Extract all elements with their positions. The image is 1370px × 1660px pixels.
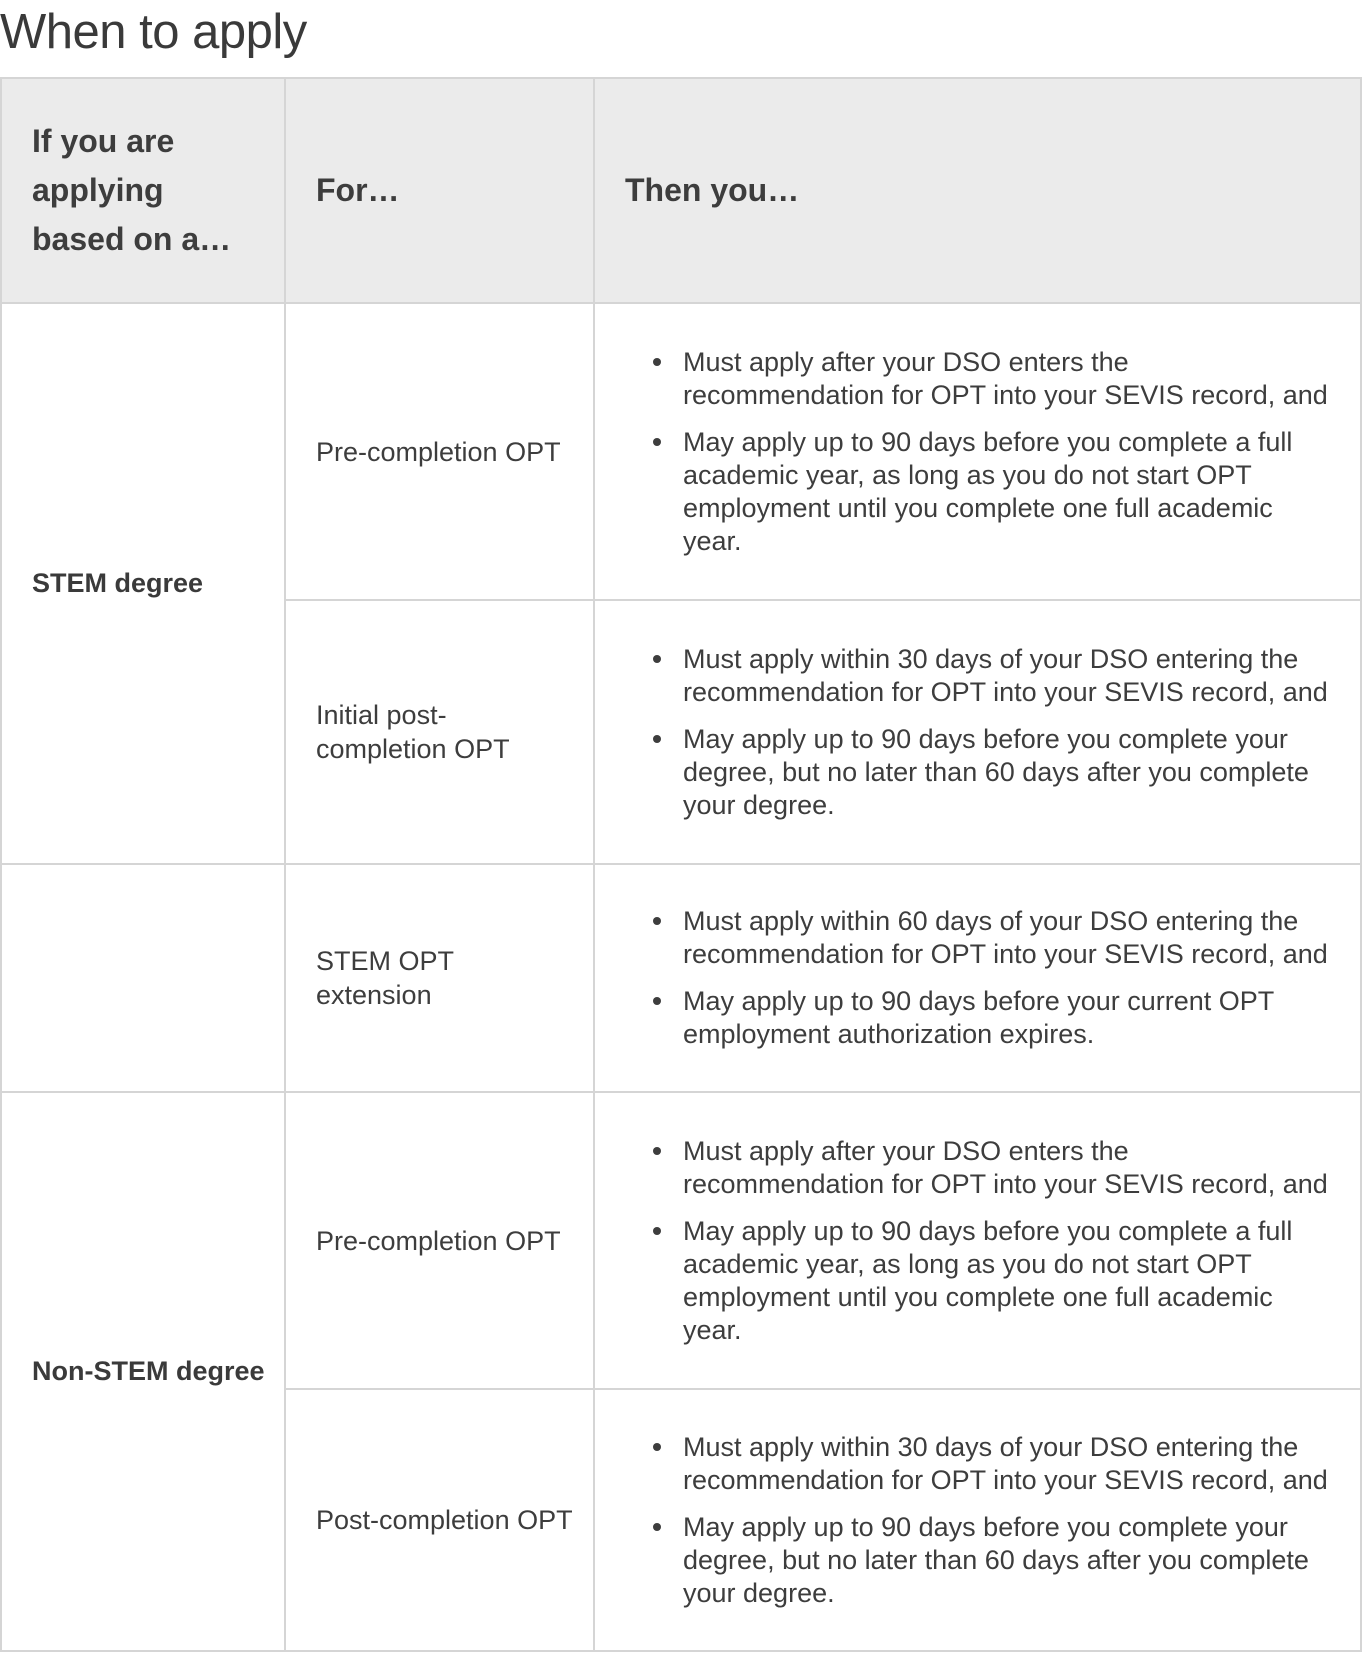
list-item: Must apply after your DSO enters the recommendation for OPT into your SEVIS record, and [683,1135,1336,1201]
degree-basis-cell-empty [1,864,285,1092]
table-row [1,1092,1361,1389]
list-item: Must apply within 30 days of your DSO entering the recommendation for OPT into your SEVIS record, and [683,643,1336,709]
table-row [1,864,1361,1092]
requirements-cell [594,864,1361,1092]
list-item: May apply up to 90 days before you complete your degree, but no later than 60 days after you complete your degree. [683,723,1336,822]
opt-type-cell: Pre-completion OPT [285,303,594,600]
list-item: Must apply within 60 days of your DSO entering the recommendation for OPT into your SEVIS record, and [683,905,1336,971]
opt-type-cell: Post-completion OPT [285,1389,594,1651]
requirements-list [639,1135,1336,1347]
page-title: When to apply [0,5,307,59]
requirements-cell [594,1092,1361,1389]
column-header-basis: If you are applying based on a… [1,78,285,303]
degree-basis-cell: STEM degree [1,303,285,864]
list-item: May apply up to 90 days before you complete a full academic year, as long as you do not start OPT employment until you complete one full academic year. [683,426,1336,558]
opt-type-cell: Pre-completion OPT [285,1092,594,1389]
requirements-list [639,643,1336,822]
requirements-list [639,346,1336,558]
list-item: May apply up to 90 days before your current OPT employment authorization expires. [683,985,1336,1051]
column-header-for: For… [285,78,594,303]
requirements-cell [594,303,1361,600]
opt-type-cell: Initial post-completion OPT [285,600,594,864]
list-item: May apply up to 90 days before you complete your degree, but no later than 60 days after you complete your degree. [683,1511,1336,1610]
opt-application-timing-table [0,77,1362,1652]
list-item: May apply up to 90 days before you complete a full academic year, as long as you do not start OPT employment until you complete one full academic year. [683,1215,1336,1347]
requirements-list [639,905,1336,1051]
list-item: Must apply after your DSO enters the recommendation for OPT into your SEVIS record, and [683,346,1336,412]
degree-basis-cell: Non-STEM degree [1,1092,285,1651]
requirements-cell [594,600,1361,864]
table-header-row [1,78,1361,303]
requirements-list [639,1431,1336,1610]
column-header-then: Then you… [594,78,1361,303]
table-row [1,303,1361,600]
requirements-cell [594,1389,1361,1651]
list-item: Must apply within 30 days of your DSO entering the recommendation for OPT into your SEVIS record, and [683,1431,1336,1497]
opt-type-cell: STEM OPT extension [285,864,594,1092]
